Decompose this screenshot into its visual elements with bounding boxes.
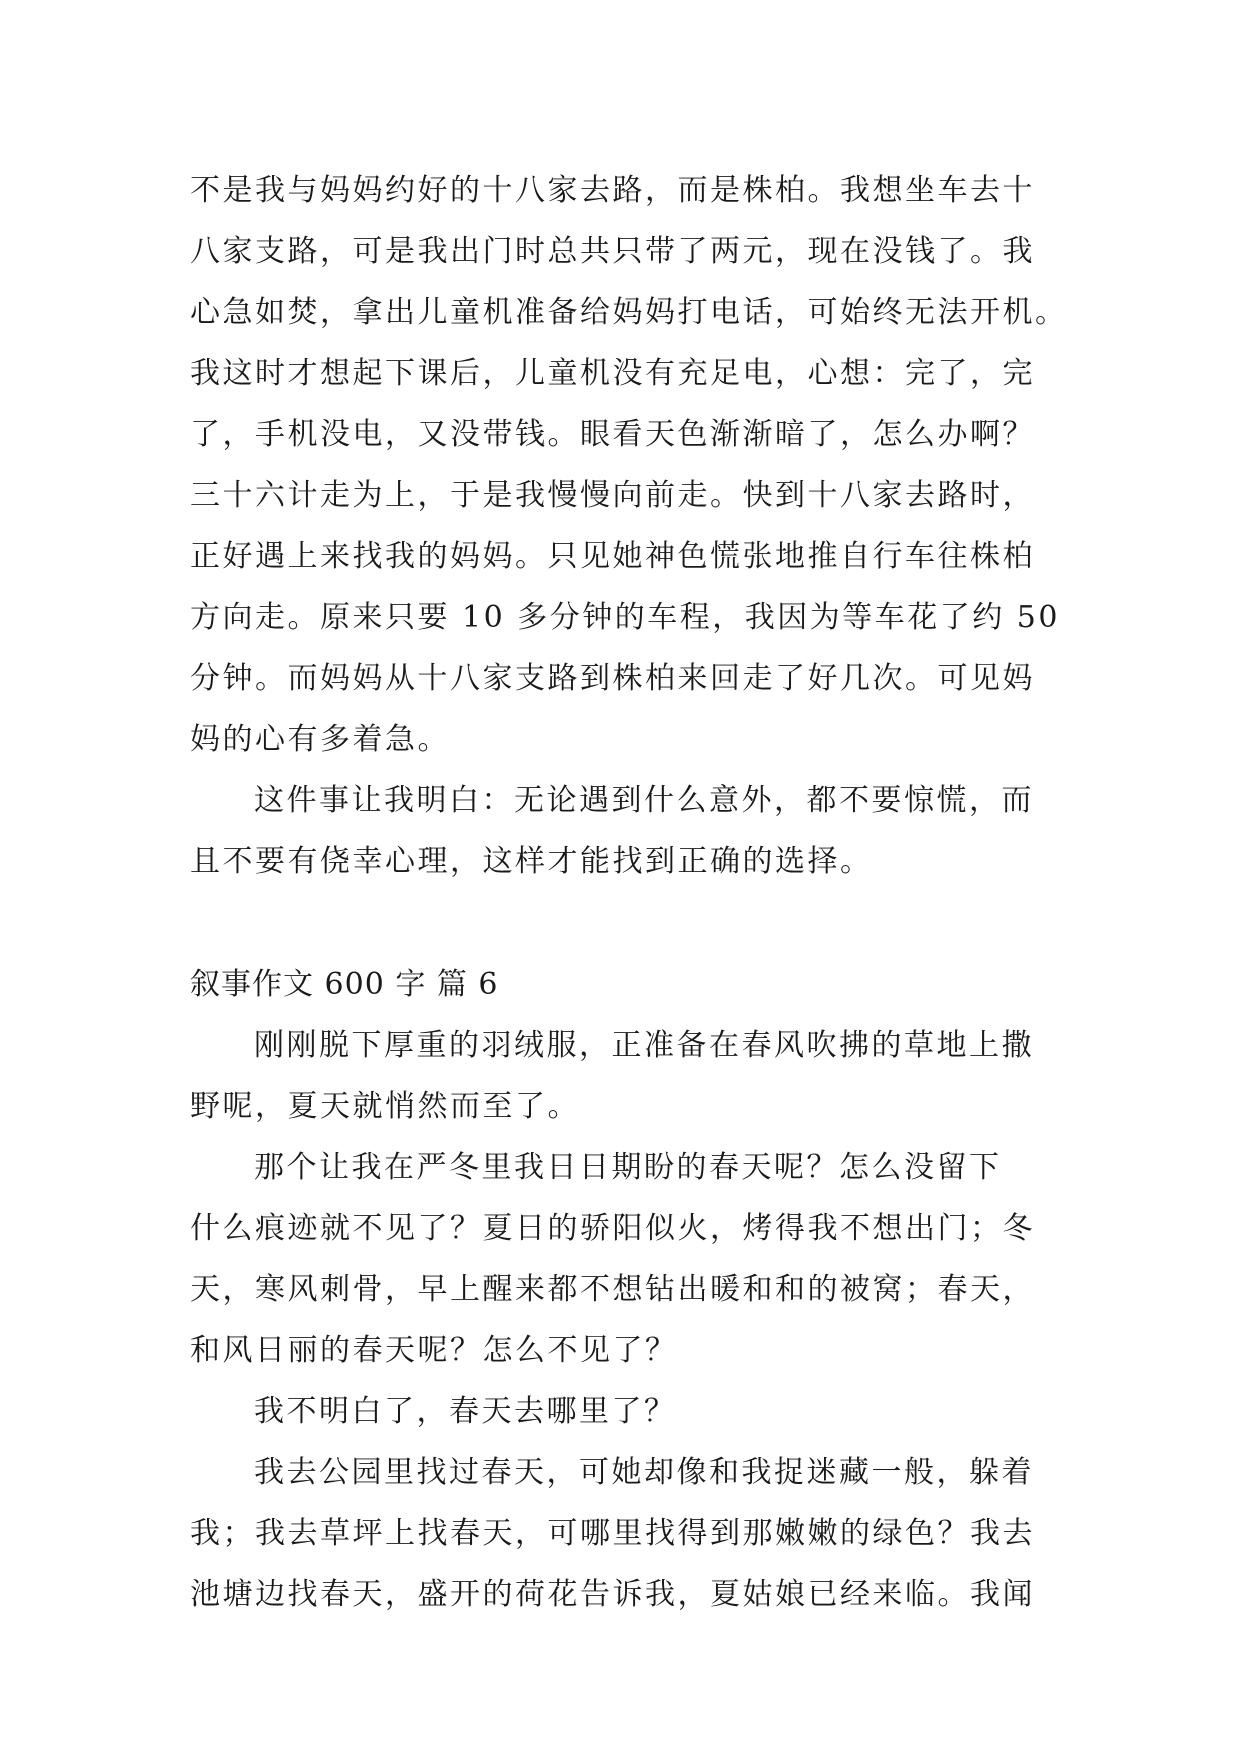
paragraph	[190, 1137, 1050, 1381]
text-line: 我去公园里找过春天，可她却像和我捉迷藏一般，躲着	[254, 1455, 1034, 1490]
text-line: 我；我去草坪上找春天，可哪里找得到那嫩嫩的绿色？我去	[190, 1516, 1035, 1551]
text-line: 这件事让我明白：无论遇到什么意外，都不要惊慌，而	[254, 783, 1034, 818]
text-line: 且不要有侥幸心理，这样才能找到正确的选择。	[190, 844, 873, 879]
text-line: 和风日丽的春天呢？怎么不见了？	[190, 1333, 678, 1368]
text-line: 什么痕迹就不见了？夏日的骄阳似火，烤得我不想出门；冬	[190, 1211, 1035, 1246]
text-line: 刚刚脱下厚重的羽绒服，正准备在春风吹拂的草地上撒	[254, 1028, 1034, 1063]
text-line: 我不明白了，春天去哪里了？	[254, 1394, 677, 1429]
text-line: 那个让我在严冬里我日日期盼的春天呢？怎么没留下	[254, 1150, 1002, 1185]
text-line: 天，寒风刺骨，早上醒来都不想钻出暖和和的被窝；春天，	[190, 1272, 1035, 1307]
text-line: 三十六计走为上，于是我慢慢向前走。快到十八家去路时，	[190, 478, 1035, 513]
text-line: 正好遇上来找我的妈妈。只见她神色慌张地推自行车往株柏	[190, 539, 1035, 574]
text-line: 了，手机没电，又没带钱。眼看天色渐渐暗了，怎么办啊？	[190, 417, 1035, 452]
text-line: 心急如焚，拿出儿童机准备给妈妈打电话，可始终无法开机。	[190, 295, 1068, 330]
text-line: 不是我与妈妈约好的十八家去路，而是株柏。我想坐车去十	[190, 173, 1035, 208]
text-line: 方向走。原来只要 10 多分钟的车程，我因为等车花了约 50	[190, 600, 1060, 635]
text-line: 八家支路，可是我出门时总共只带了两元，现在没钱了。我	[190, 234, 1035, 269]
text-line: 分钟。而妈妈从十八家支路到株柏来回走了好几次。可见妈	[190, 661, 1035, 696]
paragraph	[190, 1381, 1050, 1442]
text-line: 我这时才想起下课后，儿童机没有充足电，心想：完了，完	[190, 356, 1035, 391]
paragraph	[190, 1015, 1050, 1137]
section-heading: 叙事作文 600 字 篇 6	[190, 967, 499, 1002]
text-line: 野呢，夏天就悄然而至了。	[190, 1089, 580, 1124]
paragraph-story-continuation	[190, 160, 1068, 770]
document-page	[190, 160, 1068, 1625]
paragraph-conclusion	[190, 770, 1050, 892]
text-line: 妈的心有多着急。	[190, 722, 450, 757]
text-line: 池塘边找春天，盛开的荷花告诉我，夏姑娘已经来临。我闻	[190, 1577, 1035, 1612]
paragraph	[190, 1442, 1050, 1625]
